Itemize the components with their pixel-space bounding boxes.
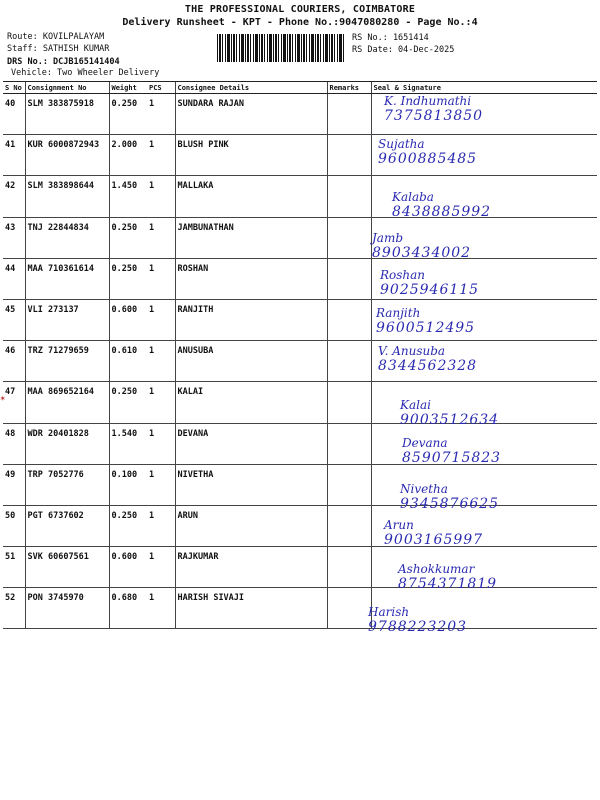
table-row	[3, 464, 597, 505]
cell-remarks	[327, 382, 371, 423]
cell-consignee: RAJKUMAR	[175, 547, 327, 588]
cell-sno: 45	[3, 299, 25, 340]
signature-phone: 8438885992	[392, 204, 492, 220]
handwritten-signature	[384, 94, 483, 124]
consignment-table	[3, 81, 597, 629]
runsheet-title: Delivery Runsheet - KPT - Phone No.:9047080280 - Page No.:4	[122, 17, 478, 28]
signature-name: Harish	[368, 605, 410, 619]
signature-phone: 8344562328	[378, 358, 478, 374]
cell-consignee: DEVANA	[175, 423, 327, 464]
cell-consignee: MALLAKA	[175, 176, 327, 217]
handwritten-signature	[372, 231, 471, 261]
cell-pcs: 1	[147, 176, 175, 217]
signature-name: Roshan	[380, 268, 426, 282]
col-consignee: Consignee Details	[175, 82, 327, 94]
cell-pcs: 1	[147, 588, 175, 629]
cell-weight: 1.540	[109, 423, 147, 464]
cell-remarks	[327, 94, 371, 135]
table-row	[3, 547, 597, 588]
signature-name: Devana	[402, 436, 448, 450]
cell-consignment: TNJ 22844834	[25, 217, 109, 258]
company-title: THE PROFESSIONAL COURIERS, COIMBATORE	[184, 4, 416, 15]
signature-phone: 8903434002	[372, 245, 472, 261]
rs-number: RS No.: 1651414	[352, 33, 429, 43]
handwritten-signature	[398, 562, 497, 592]
table-row	[3, 299, 597, 340]
cell-sno: 50	[3, 505, 25, 546]
cell-pcs: 1	[147, 299, 175, 340]
cell-consignee: SUNDARA RAJAN	[175, 94, 327, 135]
cell-consignee: BLUSH PINK	[175, 135, 327, 176]
vehicle-label: Vehicle: Two Wheeler Delivery	[11, 68, 160, 78]
cell-pcs: 1	[147, 135, 175, 176]
cell-weight: 0.250	[109, 382, 147, 423]
table-row	[3, 423, 597, 464]
cell-remarks	[327, 588, 371, 629]
handwritten-signature	[376, 306, 475, 336]
cell-consignment: MAA 710361614	[25, 258, 109, 299]
cell-weight: 1.450	[109, 176, 147, 217]
handwritten-signature	[378, 344, 477, 374]
signature-phone: 8754371819	[398, 576, 498, 592]
cell-consignee: JAMBUNATHAN	[175, 217, 327, 258]
cell-remarks	[327, 341, 371, 382]
cell-weight: 0.610	[109, 341, 147, 382]
handwritten-signature	[384, 518, 483, 548]
cell-consignment: TRP 7052776	[25, 464, 109, 505]
col-consignment: Consignment No	[25, 82, 109, 94]
cell-consignment: SLM 383898644	[25, 176, 109, 217]
col-sno: S No	[3, 82, 25, 94]
cell-remarks	[327, 176, 371, 217]
signature-name: V. Anusuba	[378, 344, 446, 358]
cell-consignment: VLI 273137	[25, 299, 109, 340]
cell-consignment: WDR 20401828	[25, 423, 109, 464]
cell-pcs: 1	[147, 464, 175, 505]
cell-sno: 44	[3, 258, 25, 299]
signature-name: Ashokkumar	[398, 562, 475, 576]
handwritten-signature	[392, 190, 491, 220]
table-row	[3, 258, 597, 299]
route-label: Route: KOVILPALAYAM	[7, 32, 105, 42]
cell-weight: 0.100	[109, 464, 147, 505]
cell-sno: 46	[3, 341, 25, 382]
cell-consignment: SLM 383875918	[25, 94, 109, 135]
cell-weight: 2.000	[109, 135, 147, 176]
cell-weight: 0.250	[109, 217, 147, 258]
staff-label: Staff: SATHISH KUMAR	[7, 44, 110, 54]
signature-phone: 9025946115	[380, 282, 480, 298]
cell-weight: 0.250	[109, 94, 147, 135]
cell-remarks	[327, 258, 371, 299]
table-row	[3, 505, 597, 546]
cell-consignment: PGT 6737602	[25, 505, 109, 546]
cell-weight: 0.600	[109, 547, 147, 588]
signature-name: Jamb	[372, 231, 404, 245]
cell-consignment: MAA 869652164	[25, 382, 109, 423]
table-row	[3, 135, 597, 176]
cell-pcs: 1	[147, 505, 175, 546]
cell-sno: 43	[3, 217, 25, 258]
cell-consignee: NIVETHA	[175, 464, 327, 505]
signature-name: Arun	[384, 518, 414, 532]
signature-name: K. Indhumathi	[384, 94, 472, 108]
cell-remarks	[327, 423, 371, 464]
signature-name: Nivetha	[400, 482, 448, 496]
signature-name: Ranjith	[376, 306, 421, 320]
cell-consignment: TRZ 71279659	[25, 341, 109, 382]
signature-name: Kalaba	[392, 190, 434, 204]
cell-consignee: HARISH SIVAJI	[175, 588, 327, 629]
cell-consignment: SVK 60607561	[25, 547, 109, 588]
signature-phone: 9003165997	[384, 532, 484, 548]
cell-pcs: 1	[147, 258, 175, 299]
cell-remarks	[327, 505, 371, 546]
cell-pcs: 1	[147, 382, 175, 423]
drs-label: DRS No.: DCJB165141404	[7, 57, 120, 67]
cell-consignee: ANUSUBA	[175, 341, 327, 382]
col-signature: Seal & Signature	[371, 82, 597, 94]
cell-pcs: 1	[147, 547, 175, 588]
col-weight: Weight	[109, 82, 147, 94]
table-row	[3, 382, 597, 423]
col-pcs: PCS	[147, 82, 175, 94]
cell-sno: 49	[3, 464, 25, 505]
handwritten-signature	[378, 137, 477, 167]
cell-remarks	[327, 217, 371, 258]
signature-phone: 9600885485	[378, 151, 478, 167]
cell-consignment: KUR 6000872943	[25, 135, 109, 176]
cell-pcs: 1	[147, 94, 175, 135]
signature-name: Kalai	[400, 398, 431, 412]
cell-consignee: KALAI	[175, 382, 327, 423]
table-row	[3, 341, 597, 382]
cell-sno: 41	[3, 135, 25, 176]
cell-pcs: 1	[147, 423, 175, 464]
handwritten-signature	[380, 268, 479, 298]
cell-remarks	[327, 464, 371, 505]
handwritten-signature	[400, 398, 499, 428]
cell-remarks	[327, 135, 371, 176]
cell-pcs: 1	[147, 341, 175, 382]
signature-phone: 7375813850	[384, 108, 484, 124]
table-row	[3, 94, 597, 135]
cell-consignee: RANJITH	[175, 299, 327, 340]
cell-weight: 0.600	[109, 299, 147, 340]
signature-name: Sujatha	[378, 137, 425, 151]
signature-phone: 8590715823	[402, 450, 502, 466]
signature-phone: 9345876625	[400, 496, 500, 512]
cell-pcs: 1	[147, 217, 175, 258]
cell-weight: 0.680	[109, 588, 147, 629]
cell-weight: 0.250	[109, 505, 147, 546]
handwritten-signature	[400, 482, 499, 512]
cell-consignment: PON 3745970	[25, 588, 109, 629]
cell-sno: 47	[3, 382, 25, 423]
cell-sno: 48	[3, 423, 25, 464]
cell-sno: 51	[3, 547, 25, 588]
table-row	[3, 588, 597, 629]
rs-date: RS Date: 04-Dec-2025	[352, 45, 455, 55]
cell-consignee: ARUN	[175, 505, 327, 546]
barcode-image	[217, 34, 345, 62]
signature-phone: 9600512495	[376, 320, 476, 336]
handwritten-signature	[402, 436, 501, 466]
table-header-row	[3, 82, 597, 94]
col-remarks: Remarks	[327, 82, 371, 94]
cell-sno: 42	[3, 176, 25, 217]
handwritten-signature	[368, 605, 467, 635]
table-row	[3, 217, 597, 258]
cell-remarks	[327, 299, 371, 340]
table-row	[3, 176, 597, 217]
cell-consignee: ROSHAN	[175, 258, 327, 299]
cell-weight: 0.250	[109, 258, 147, 299]
cell-sno: 40	[3, 94, 25, 135]
signature-phone: 9003512634	[400, 412, 500, 428]
cell-remarks	[327, 547, 371, 588]
scan-mark: ✶	[0, 394, 6, 404]
signature-phone: 9788223203	[368, 619, 468, 635]
cell-sno: 52	[3, 588, 25, 629]
